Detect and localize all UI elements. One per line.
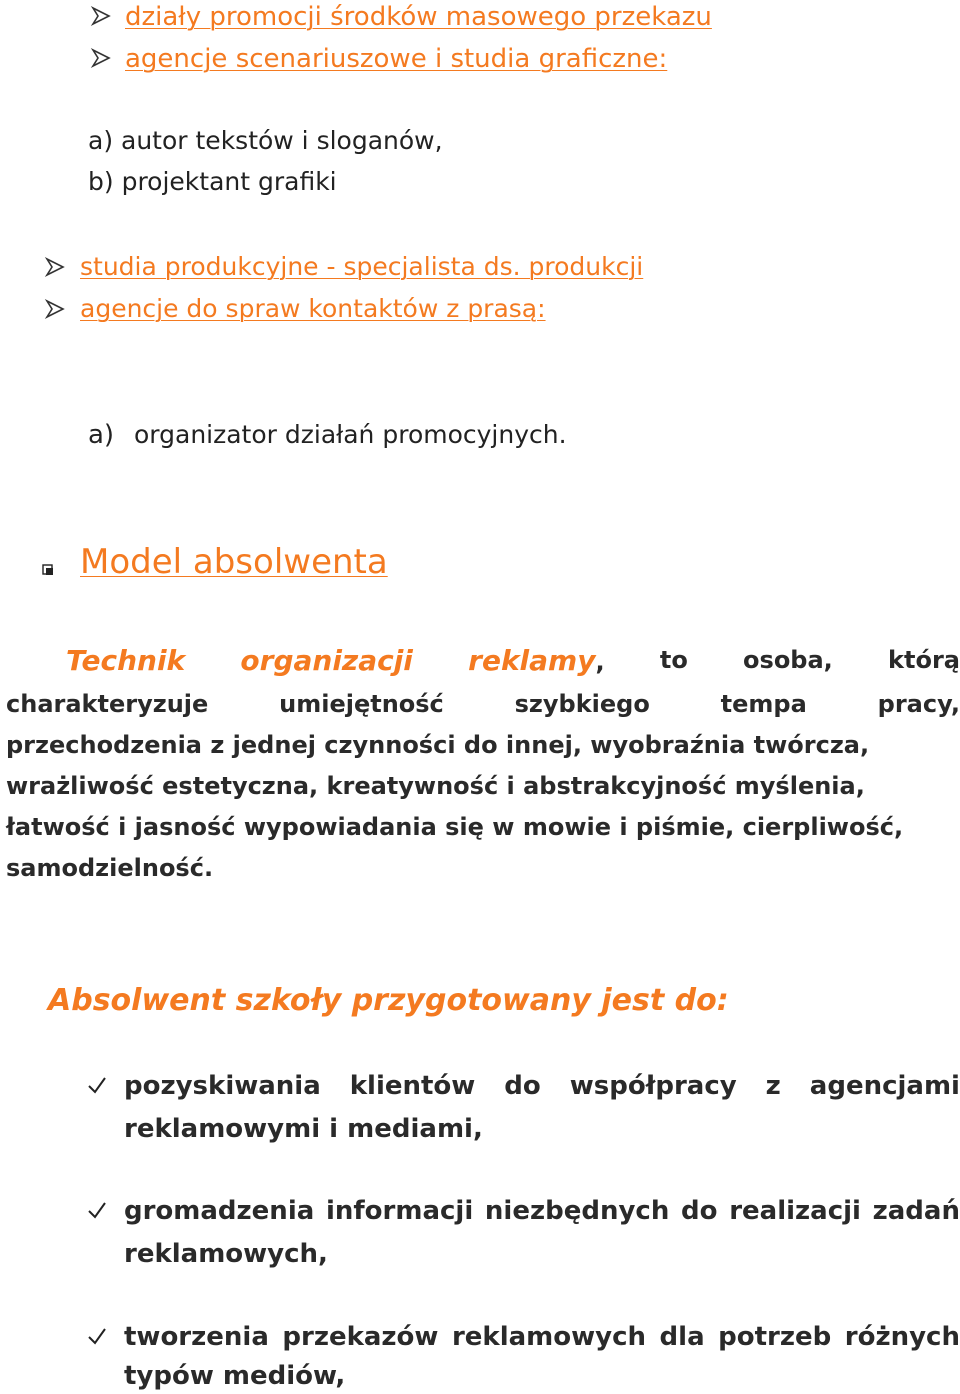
role-copywriter: a) autor tekstów i sloganów, [88, 126, 443, 155]
bullet-media-promotion: działy promocji środków masowego przekazu [125, 2, 712, 32]
word: niezbędnych [484, 1196, 670, 1226]
checklist-item-3-line-1 [124, 1317, 960, 1357]
checklist-item-2-line-1 [124, 1191, 960, 1231]
checkmark-icon [86, 1325, 108, 1347]
lead-word [240, 640, 413, 681]
section-title: Model absolwenta [80, 542, 388, 582]
bullet-script-agencies: agencje scenariuszowe i studia graficzne: [125, 44, 668, 74]
arrow-bullet-icon [90, 5, 112, 27]
word: pracy, [877, 690, 960, 718]
word: zadań [872, 1196, 960, 1226]
word: to [659, 646, 688, 674]
checkmark-icon [86, 1074, 108, 1096]
line-text: wrażliwość estetyczna, kreatywność i abstrakcyjność myślenia, [6, 772, 865, 800]
lead-organizacji: organizacji [240, 644, 413, 677]
organizer-text: organizator działań promocyjnych. [134, 420, 567, 449]
arrow-bullet-icon [44, 298, 66, 320]
word: realizacji [729, 1196, 861, 1226]
checklist-item-1-line-2: reklamowymi i mediami, [124, 1114, 483, 1144]
bullet-production-studios: studia produkcyjne - specjalista ds. produkcji [80, 252, 644, 281]
word: dla [659, 1322, 705, 1352]
word: informacji [325, 1196, 474, 1226]
checklist-item-1-line-1 [124, 1066, 960, 1106]
word: do [681, 1196, 718, 1226]
checkmark-icon [86, 1199, 108, 1221]
graduate-profile [6, 640, 960, 889]
square-bullet-icon [42, 564, 54, 576]
profile-line-2 [6, 684, 960, 725]
line-text: samodzielność. [6, 854, 214, 882]
profile-line-4 [6, 766, 960, 807]
word: przekazów [282, 1322, 439, 1352]
word: różnych [844, 1322, 960, 1352]
word: osoba, [743, 646, 833, 674]
organizer-marker: a) [88, 420, 115, 450]
word: z [765, 1071, 781, 1101]
line-text: przechodzenia z jednej czynności do innej, wyobraźnia twórcza, [6, 731, 870, 759]
checklist-item-2-line-2: reklamowych, [124, 1239, 328, 1269]
profile-line-6 [6, 848, 960, 889]
arrow-bullet-icon [90, 47, 112, 69]
lead-technik: Technik [66, 644, 186, 677]
word: reklamowych [451, 1322, 647, 1352]
profile-line-1 [6, 640, 960, 681]
word: do [504, 1071, 541, 1101]
word: charakteryzuje [6, 690, 209, 718]
arrow-bullet-icon [44, 256, 66, 278]
line-text: łatwość i jasność wypowiadania się w mowie i piśmie, cierpliwość, [6, 813, 904, 841]
word: współpracy [569, 1071, 737, 1101]
profile-line-3 [6, 725, 960, 766]
word: potrzeb [718, 1322, 832, 1352]
lead-word [468, 640, 604, 681]
role-graphic-designer: b) projektant grafiki [88, 167, 337, 196]
word: którą [888, 646, 960, 674]
word: tempa [720, 690, 807, 718]
lead-reklamy: reklamy [468, 644, 596, 677]
bullet-press-agencies: agencje do spraw kontaktów z prasą: [80, 294, 546, 323]
word: klientów [349, 1071, 476, 1101]
comma: , [595, 648, 605, 676]
word: umiejętność [279, 690, 444, 718]
prepared-heading: Absolwent szkoły przygotowany jest do: [48, 983, 729, 1018]
word: pozyskiwania [124, 1071, 321, 1101]
lead-word [66, 640, 185, 681]
word: szybkiego [514, 690, 650, 718]
word: gromadzenia [124, 1196, 315, 1226]
profile-line-5 [6, 807, 960, 848]
word: agencjami [809, 1071, 960, 1101]
word: tworzenia [124, 1322, 269, 1352]
checklist-item-3-line-2: typów mediów, [124, 1361, 346, 1391]
